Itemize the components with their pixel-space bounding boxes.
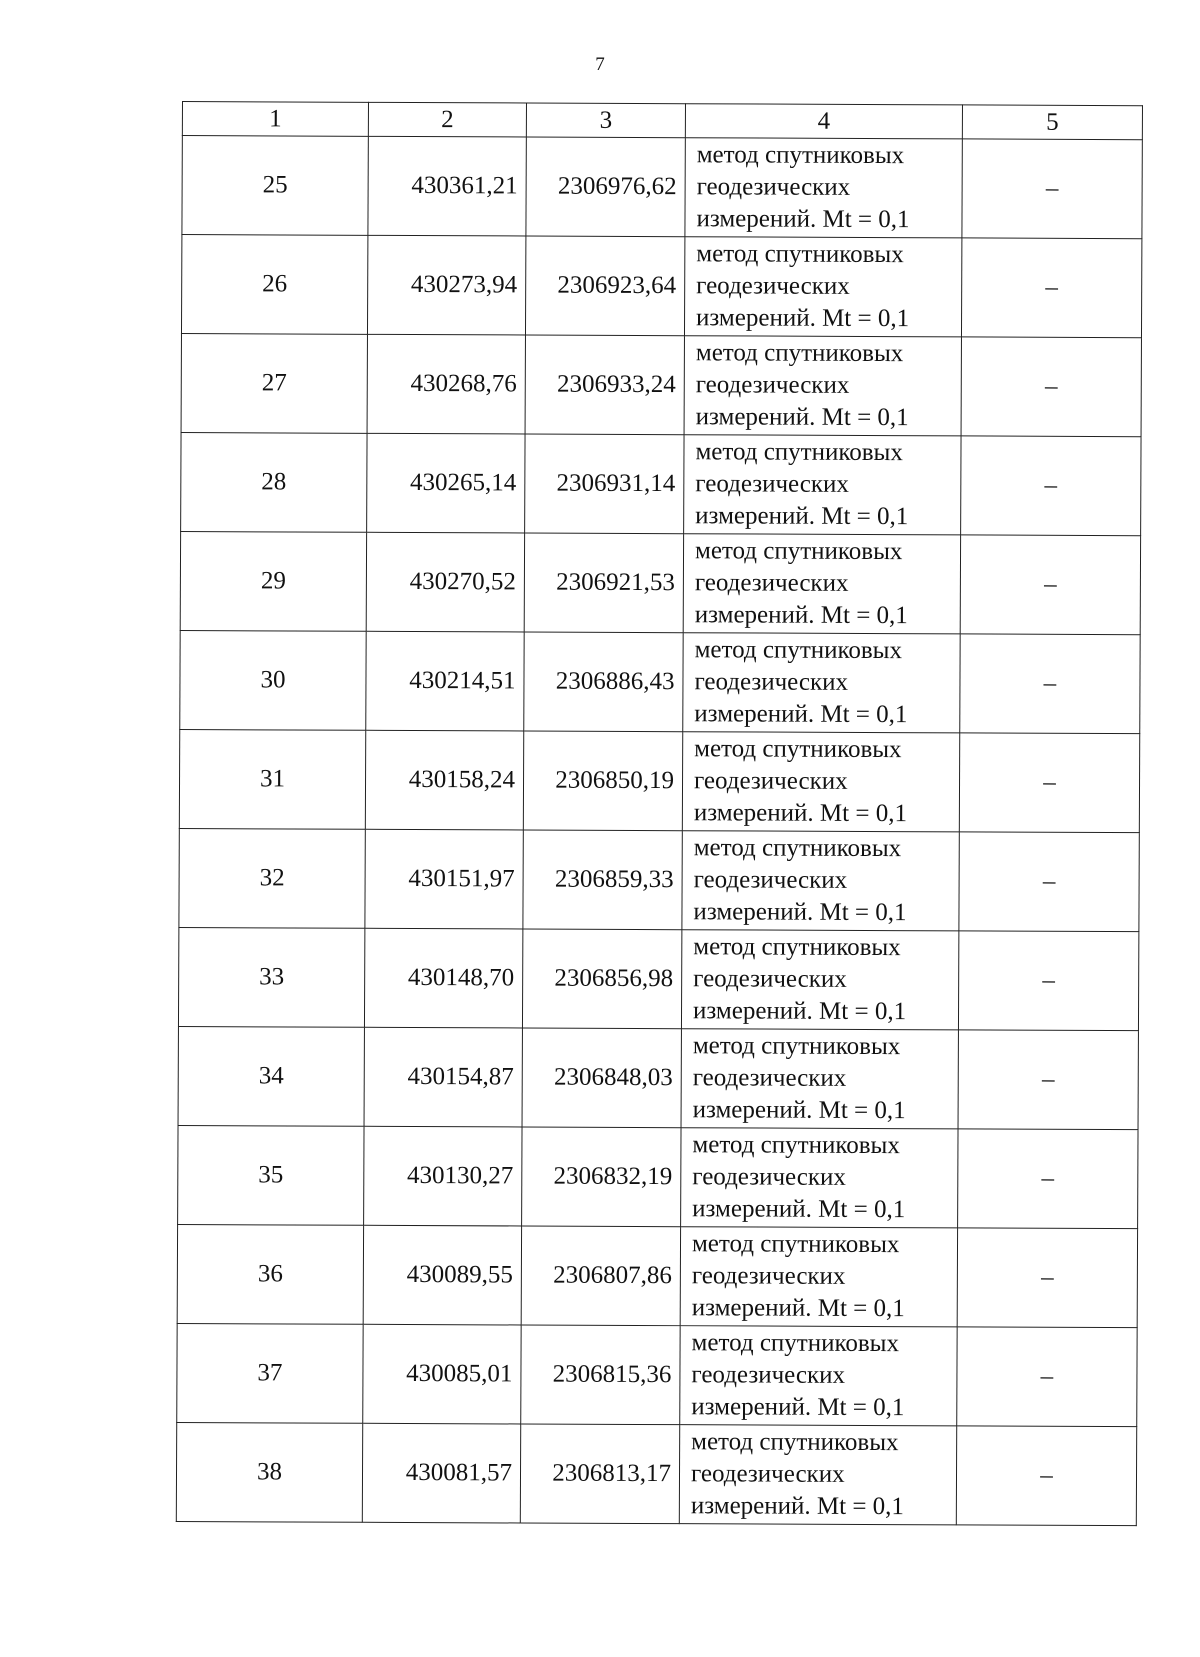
method-line-3: измерений. Mt = 0,1: [691, 1393, 905, 1422]
table-row: [177, 1224, 1137, 1327]
table-body: [176, 136, 1142, 1526]
y-coordinate-cell: 2306921,53: [524, 533, 683, 633]
method-cell: [680, 1227, 957, 1327]
coordinates-table: [176, 101, 1143, 1526]
method-line-1: метод спутниковых: [692, 1131, 900, 1160]
method-line-3: измерений. Mt = 0,1: [693, 799, 908, 828]
x-coordinate-cell: 430361,21: [368, 136, 526, 236]
method-line-2: геодезических: [690, 1460, 845, 1488]
x-coordinate-cell: 430158,24: [365, 730, 523, 830]
method-cell: [683, 633, 960, 733]
method-cell: [681, 1029, 958, 1129]
point-number-cell: 35: [178, 1125, 364, 1225]
method-line-3: измерений. Mt = 0,1: [692, 1096, 906, 1125]
header-col-1: 1: [182, 102, 368, 137]
method-line-2: геодезических: [692, 1163, 846, 1191]
table-row: [178, 927, 1138, 1030]
column-5-cell: –: [959, 832, 1139, 932]
method-line-2: геодезических: [695, 371, 850, 399]
method-line-2: геодезических: [694, 569, 849, 597]
point-number-cell: 28: [181, 432, 367, 532]
point-number-cell: 26: [181, 235, 367, 335]
table-row: [181, 333, 1141, 436]
column-5-cell: –: [959, 733, 1139, 833]
method-line-3: измерений. Mt = 0,1: [691, 1294, 905, 1323]
method-line-3: измерений. Mt = 0,1: [692, 997, 907, 1026]
y-coordinate-cell: 2306807,86: [521, 1226, 680, 1326]
method-line-3: измерений. Mt = 0,1: [696, 304, 910, 333]
x-coordinate-cell: 430081,57: [362, 1423, 520, 1523]
table-row: [181, 235, 1141, 338]
method-line-1: метод спутниковых: [693, 933, 901, 962]
y-coordinate-cell: 2306931,14: [525, 434, 684, 534]
header-col-3: 3: [526, 103, 685, 138]
method-line-3: измерений. Mt = 0,1: [695, 502, 909, 531]
method-line-1: метод спутниковых: [695, 438, 903, 467]
y-coordinate-cell: 2306859,33: [523, 830, 682, 930]
x-coordinate-cell: 430268,76: [367, 334, 525, 434]
column-5-cell: –: [958, 931, 1138, 1031]
method-line-1: метод спутниковых: [691, 1230, 900, 1259]
point-number-cell: 37: [177, 1323, 363, 1423]
method-line-2: геодезических: [696, 272, 850, 300]
method-cell: [684, 336, 961, 436]
method-line-3: измерений. Mt = 0,1: [696, 205, 910, 234]
method-cell: [684, 237, 961, 337]
header-row: [182, 102, 1142, 140]
method-cell: [679, 1425, 956, 1525]
point-number-cell: 36: [177, 1224, 363, 1324]
method-line-2: геодезических: [695, 470, 849, 498]
column-5-cell: –: [958, 1129, 1138, 1229]
table-row: [177, 1323, 1137, 1426]
column-5-cell: –: [960, 535, 1140, 635]
table-row: [179, 729, 1139, 832]
method-line-3: измерений. Mt = 0,1: [694, 601, 908, 630]
y-coordinate-cell: 2306856,98: [522, 929, 681, 1029]
method-line-1: метод спутниковых: [693, 834, 902, 863]
column-5-cell: –: [962, 139, 1142, 239]
method-line-1: метод спутниковых: [696, 141, 905, 170]
point-number-cell: 29: [180, 531, 366, 631]
column-5-cell: –: [958, 1030, 1138, 1130]
x-coordinate-cell: 430265,14: [367, 433, 525, 533]
column-5-cell: –: [956, 1426, 1136, 1526]
x-coordinate-cell: 430148,70: [364, 928, 522, 1028]
method-line-3: измерений. Mt = 0,1: [694, 700, 908, 729]
method-line-1: метод спутниковых: [694, 537, 903, 566]
method-line-2: геодезических: [692, 1064, 847, 1092]
page-number: 7: [595, 54, 605, 75]
y-coordinate-cell: 2306933,24: [525, 335, 684, 435]
table-row: [180, 630, 1140, 733]
y-coordinate-cell: 2306850,19: [523, 731, 682, 831]
x-coordinate-cell: 430085,01: [363, 1324, 521, 1424]
x-coordinate-cell: 430151,97: [365, 829, 523, 929]
column-5-cell: –: [961, 436, 1141, 536]
x-coordinate-cell: 430273,94: [367, 235, 525, 335]
method-line-2: геодезических: [694, 668, 849, 696]
method-line-2: геодезических: [693, 767, 848, 795]
method-cell: [684, 435, 961, 535]
method-cell: [680, 1326, 957, 1426]
column-5-cell: –: [957, 1228, 1137, 1328]
method-cell: [682, 732, 959, 832]
point-number-cell: 30: [180, 630, 366, 730]
x-coordinate-cell: 430214,51: [366, 631, 524, 731]
method-line-1: метод спутниковых: [694, 636, 903, 665]
y-coordinate-cell: 2306886,43: [524, 632, 683, 732]
point-number-cell: 33: [178, 927, 364, 1027]
table-row: [178, 1125, 1138, 1228]
point-number-cell: 34: [178, 1026, 364, 1126]
method-line-2: геодезических: [693, 965, 847, 993]
table-row: [178, 1026, 1138, 1129]
y-coordinate-cell: 2306813,17: [520, 1424, 679, 1524]
header-col-2: 2: [368, 102, 526, 137]
method-line-2: геодезических: [693, 866, 848, 894]
point-number-cell: 27: [181, 333, 367, 433]
method-line-1: метод спутниковых: [695, 339, 904, 368]
column-5-cell: –: [961, 337, 1141, 437]
table-row: [181, 432, 1141, 535]
method-line-1: метод спутниковых: [691, 1428, 899, 1457]
y-coordinate-cell: 2306832,19: [522, 1127, 681, 1227]
method-line-2: геодезических: [696, 173, 851, 201]
method-line-3: измерений. Mt = 0,1: [692, 1195, 906, 1224]
table-row: [180, 531, 1140, 634]
table-row: [182, 136, 1142, 239]
x-coordinate-cell: 430089,55: [363, 1225, 521, 1325]
x-coordinate-cell: 430154,87: [364, 1027, 522, 1127]
method-line-1: метод спутниковых: [696, 240, 904, 269]
column-5-cell: –: [961, 238, 1141, 338]
y-coordinate-cell: 2306976,62: [526, 137, 685, 237]
coordinates-table-wrapper: [176, 101, 1142, 1526]
y-coordinate-cell: 2306848,03: [522, 1028, 681, 1128]
column-5-cell: –: [960, 634, 1140, 734]
method-line-3: измерений. Mt = 0,1: [695, 403, 909, 432]
x-coordinate-cell: 430130,27: [364, 1126, 522, 1226]
method-line-1: метод спутниковых: [691, 1329, 900, 1358]
point-number-cell: 25: [182, 136, 368, 236]
column-5-cell: –: [957, 1327, 1137, 1427]
method-cell: [682, 831, 959, 931]
y-coordinate-cell: 2306815,36: [521, 1325, 680, 1425]
method-line-3: измерений. Mt = 0,1: [690, 1492, 905, 1521]
method-line-3: измерений. Mt = 0,1: [693, 898, 907, 927]
method-cell: [685, 138, 962, 238]
method-line-1: метод спутниковых: [694, 735, 902, 764]
header-col-5: 5: [962, 105, 1142, 140]
header-col-4: 4: [685, 104, 962, 139]
method-cell: [681, 1128, 958, 1228]
method-line-2: геодезических: [691, 1262, 846, 1290]
method-cell: [683, 534, 960, 634]
method-cell: [681, 930, 958, 1030]
point-number-cell: 31: [179, 729, 365, 829]
table-row: [179, 828, 1139, 931]
point-number-cell: 32: [179, 828, 365, 928]
point-number-cell: 38: [176, 1422, 362, 1522]
y-coordinate-cell: 2306923,64: [525, 236, 684, 336]
table-row: [176, 1422, 1136, 1525]
method-line-1: метод спутниковых: [692, 1032, 901, 1061]
method-line-2: геодезических: [691, 1361, 846, 1389]
x-coordinate-cell: 430270,52: [366, 532, 524, 632]
